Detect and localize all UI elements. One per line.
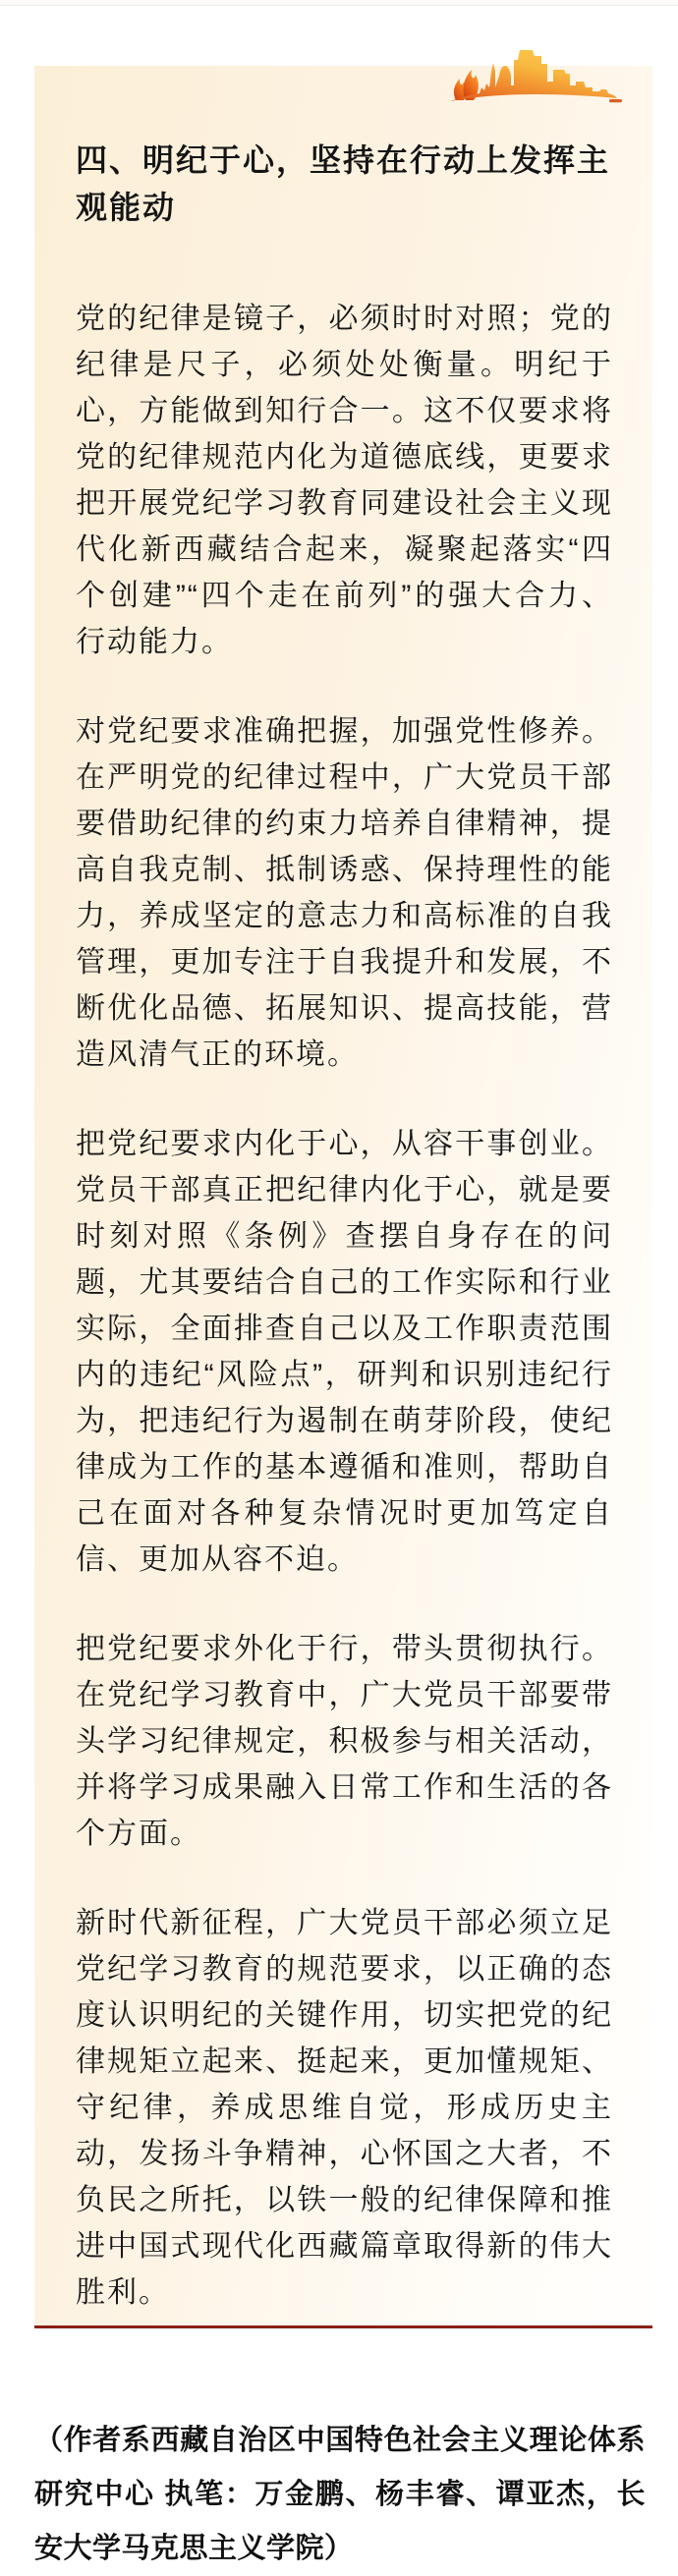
article-paragraph: 党的纪律是镜子，必须时时对照；党的纪律是尺子，必须处处衡量。明纪于心，方能做到知行合一。这不仅要求将党的纪律规范内化为道德底线，更要求把开展党纪学习教育同建设社会主义现代化新西藏结合起来，凝聚起落实“四个创建”“四个走在前列”的强大合力、行动能力。 [76, 303, 613, 658]
article-card [34, 66, 652, 2328]
article-paragraph: 把党纪要求内化于心，从容干事创业。党员干部真正把纪律内化于心，就是要时刻对照《条例》查摆自身存在的问题，尤其要结合自己的工作实际和行业实际，全面排查自己以及工作职责范围内的违纪“风险点”，研判和识别违纪行为，把违纪行为遏制在萌芽阶段，使纪律成为工作的基本遵循和准则，帮助自己在面对各种复杂情况时更加笃定自信、更加从容不迫。 [76, 1128, 613, 1576]
city-skyline-icon [448, 46, 627, 105]
article-paragraph: 对党纪要求准确把握，加强党性修养。在严明党的纪律过程中，广大党员干部要借助纪律的约束力培养自律精神，提高自我克制、抵制诱惑、保持理性的能力，养成坚定的意志力和高标准的自我管理，更加专注于自我提升和发展，不断优化品德、拓展知识、提高技能，营造风清气正的环境。 [76, 715, 613, 1071]
section-heading: 四、明纪于心，坚持在行动上发挥主观能动 [76, 142, 611, 225]
page-top-strip [0, 0, 678, 6]
author-note: （作者系西藏自治区中国特色社会主义理论体系研究中心 执笔：万金鹏、杨丰睿、谭亚杰，长安大学马克思主义学院） [34, 2425, 646, 2564]
article-paragraph: 把党纪要求外化于行，带头贯彻执行。在党纪学习教育中，广大党员干部要带头学习纪律规定，积极参与相关活动，并将学习成果融入日常工作和生活的各个方面。 [76, 1633, 613, 1850]
card-bottom-divider [34, 2325, 652, 2328]
article-paragraph: 新时代新征程，广大党员干部必须立足党纪学习教育的规范要求，以正确的态度认识明纪的关键作用，切实把党的纪律规矩立起来、挺起来，更加懂规矩、守纪律，养成思维自觉，形成历史主动，发扬斗争精神，心怀国之大者，不负民之所托，以铁一般的纪律保障和推进中国式现代化西藏篇章取得新的伟大胜利。 [76, 1907, 613, 2309]
